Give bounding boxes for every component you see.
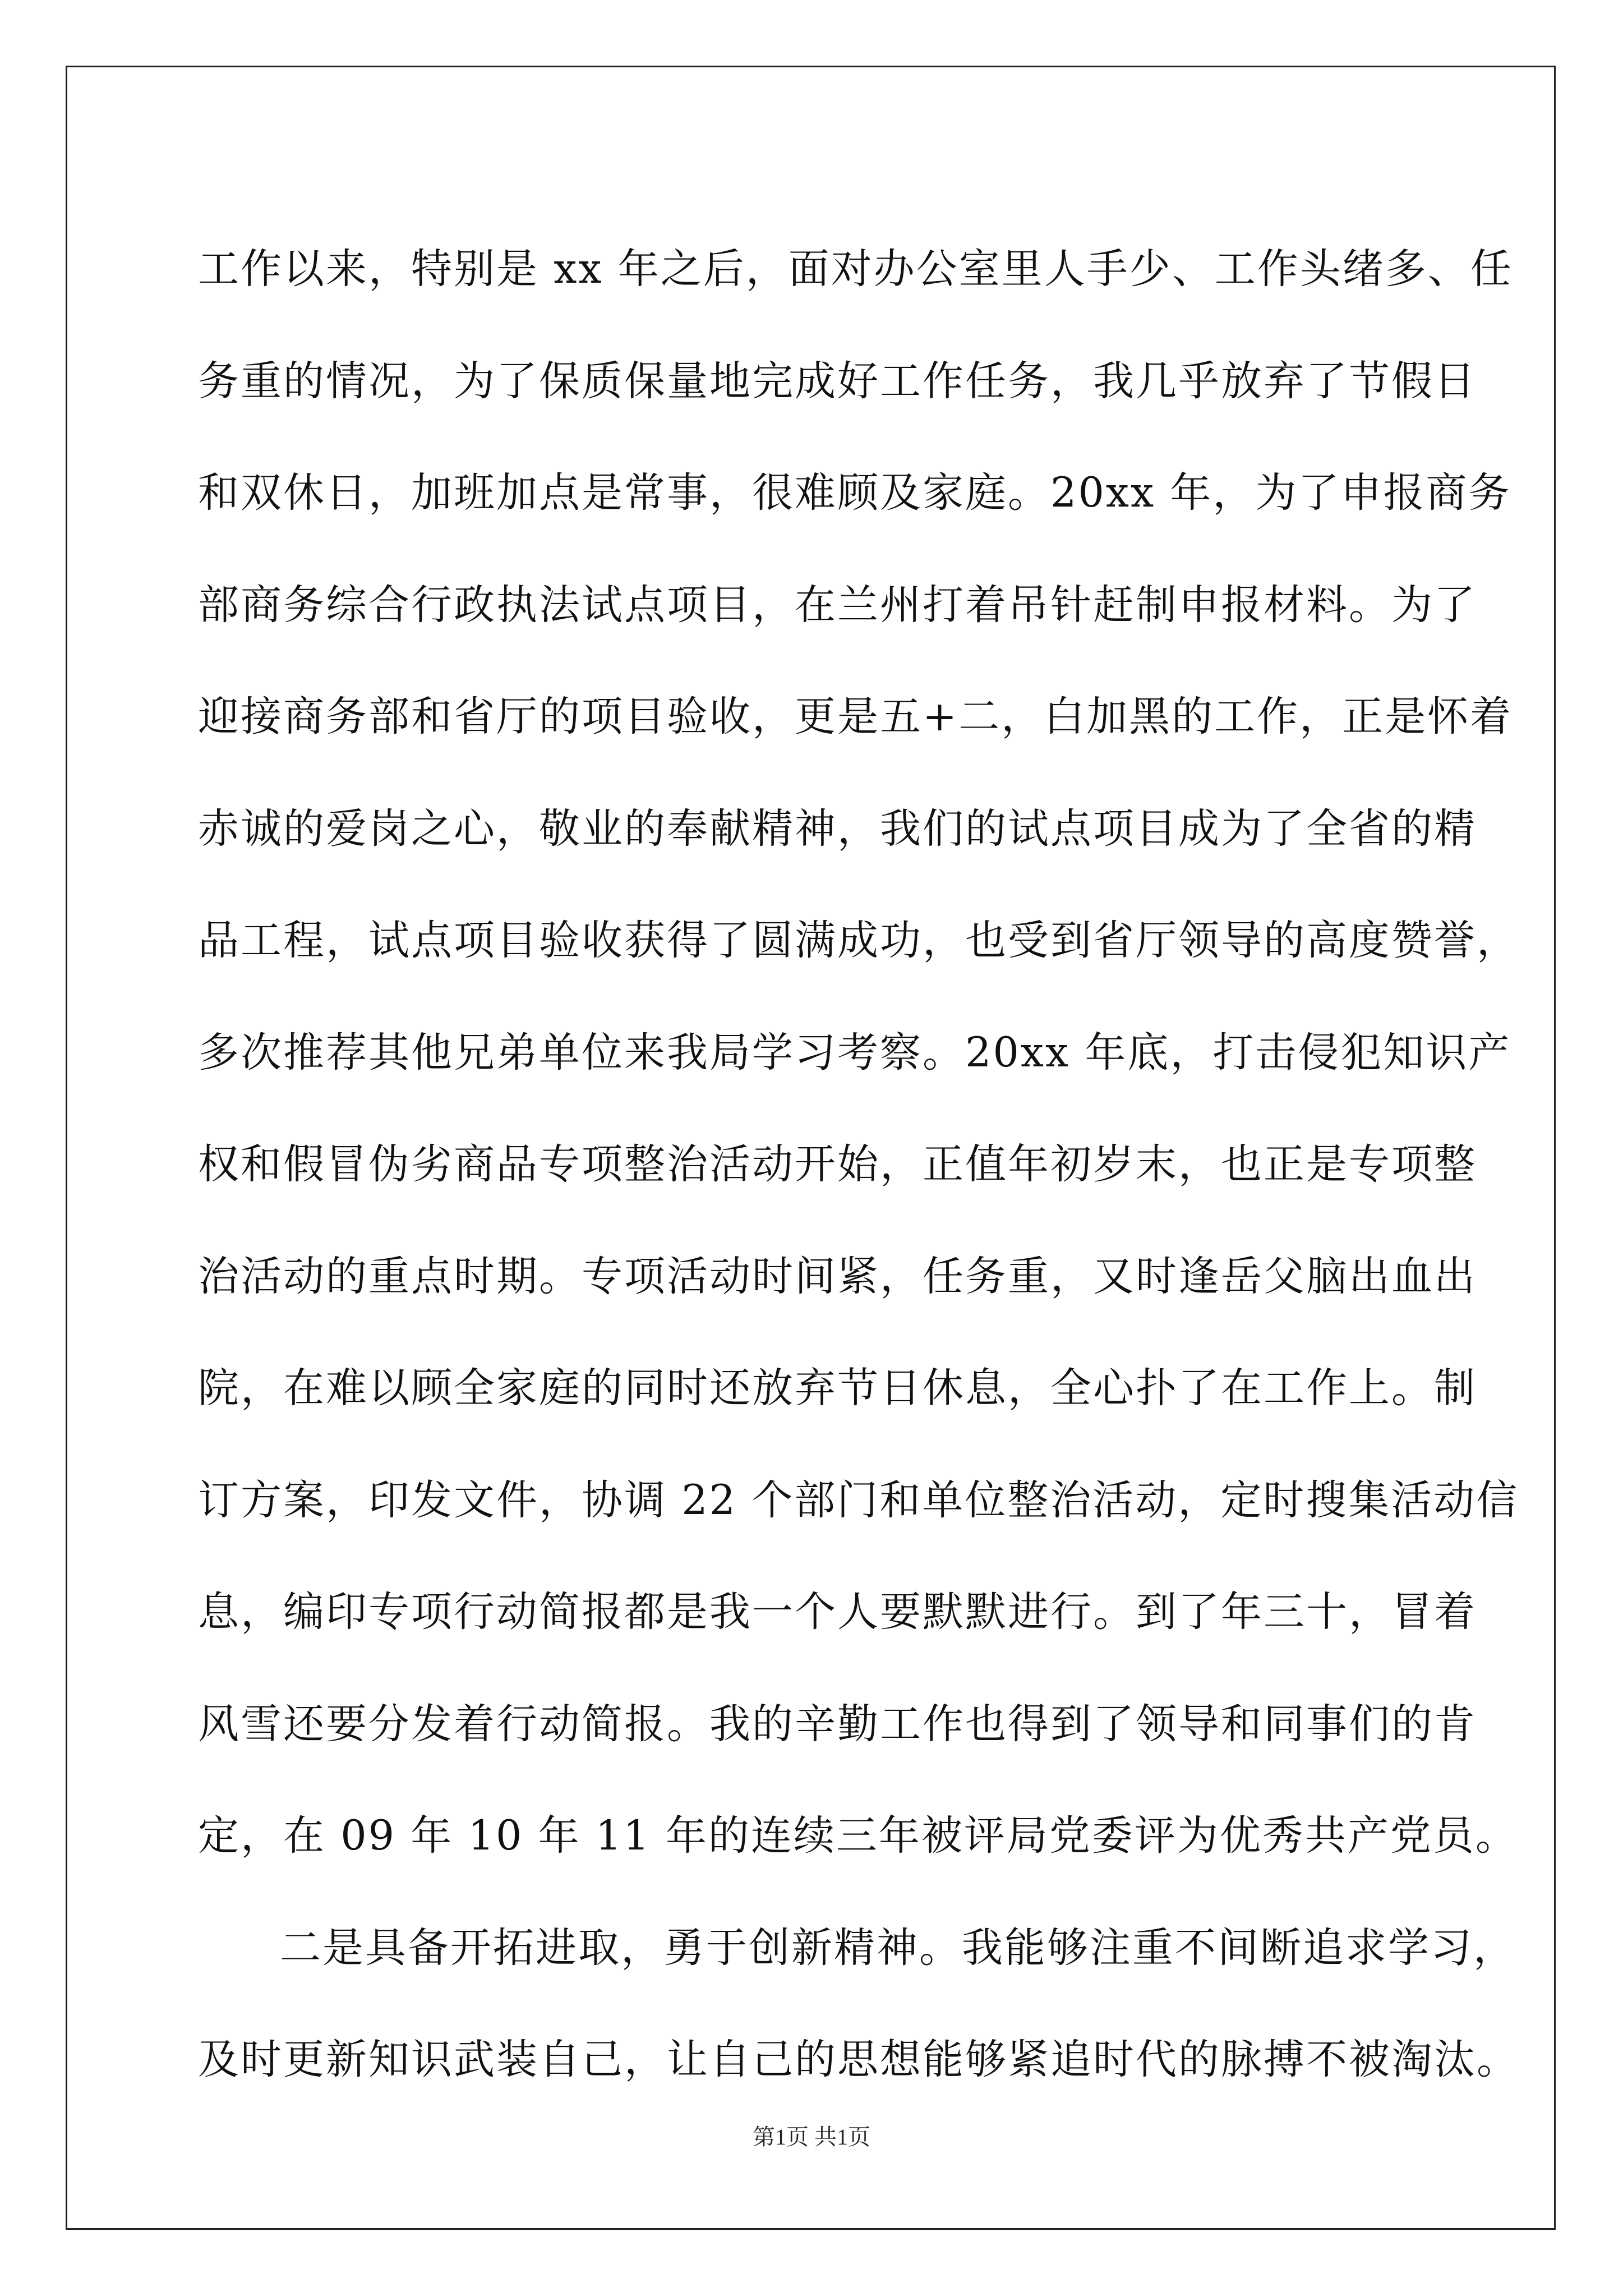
text-line-8: 多次推荐其他兄弟单位来我局学习考察。20xx 年底，打击侵犯知识产 (198, 1028, 1511, 1076)
text-line-9: 权和假冒伪劣商品专项整治活动开始，正值年初岁末，也正是专项整 (198, 1140, 1477, 1188)
text-line-10: 治活动的重点时期。专项活动时间紧，任务重，又时逢岳父脑出血出 (198, 1252, 1477, 1300)
text-line-4: 部商务综合行政执法试点项目，在兰州打着吊针赶制申报材料。为了 (198, 581, 1477, 629)
text-line-3: 和双休日，加班加点是常事，很难顾及家庭。20xx 年，为了申报商务 (198, 469, 1511, 517)
text-line-5: 迎接商务部和省厅的项目验收，更是五+二，白加黑的工作，正是怀着 (198, 693, 1513, 740)
text-line-16-paragraph-start: 二是具备开拓进取，勇于创新精神。我能够注重不间断追求学习， (280, 1924, 1516, 1972)
text-line-15: 定，在 09 年 10 年 11 年的连续三年被评局党委评为优秀共产党员。 (198, 1812, 1518, 1860)
text-line-13: 息，编印专项行动简报都是我一个人要默默进行。到了年三十，冒着 (198, 1588, 1477, 1636)
page-number-footer: 第1页 共1页 (753, 2124, 870, 2150)
text-line-11: 院，在难以顾全家庭的同时还放弃节日休息，全心扑了在工作上。制 (198, 1364, 1477, 1412)
text-line-1: 工作以来，特别是 xx 年之后，面对办公室里人手少、工作头绪多、任 (198, 245, 1513, 293)
text-line-2: 务重的情况，为了保质保量地完成好工作任务，我几乎放弃了节假日 (198, 357, 1477, 405)
text-line-12: 订方案，印发文件，协调 22 个部门和单位整治活动，定时搜集活动信 (198, 1476, 1519, 1524)
document-body (198, 213, 1519, 2116)
text-line-14: 风雪还要分发着行动简报。我的辛勤工作也得到了领导和同事们的肯 (198, 1700, 1477, 1748)
text-line-6: 赤诚的爱岗之心，敬业的奉献精神，我们的试点项目成为了全省的精 (198, 804, 1477, 853)
text-line-17: 及时更新知识武装自己，让自己的思想能够紧追时代的脉搏不被淘汰。 (198, 2036, 1519, 2083)
text-line-7: 品工程，试点项目验收获得了圆满成功，也受到省厅领导的高度赞誉， (198, 917, 1519, 964)
